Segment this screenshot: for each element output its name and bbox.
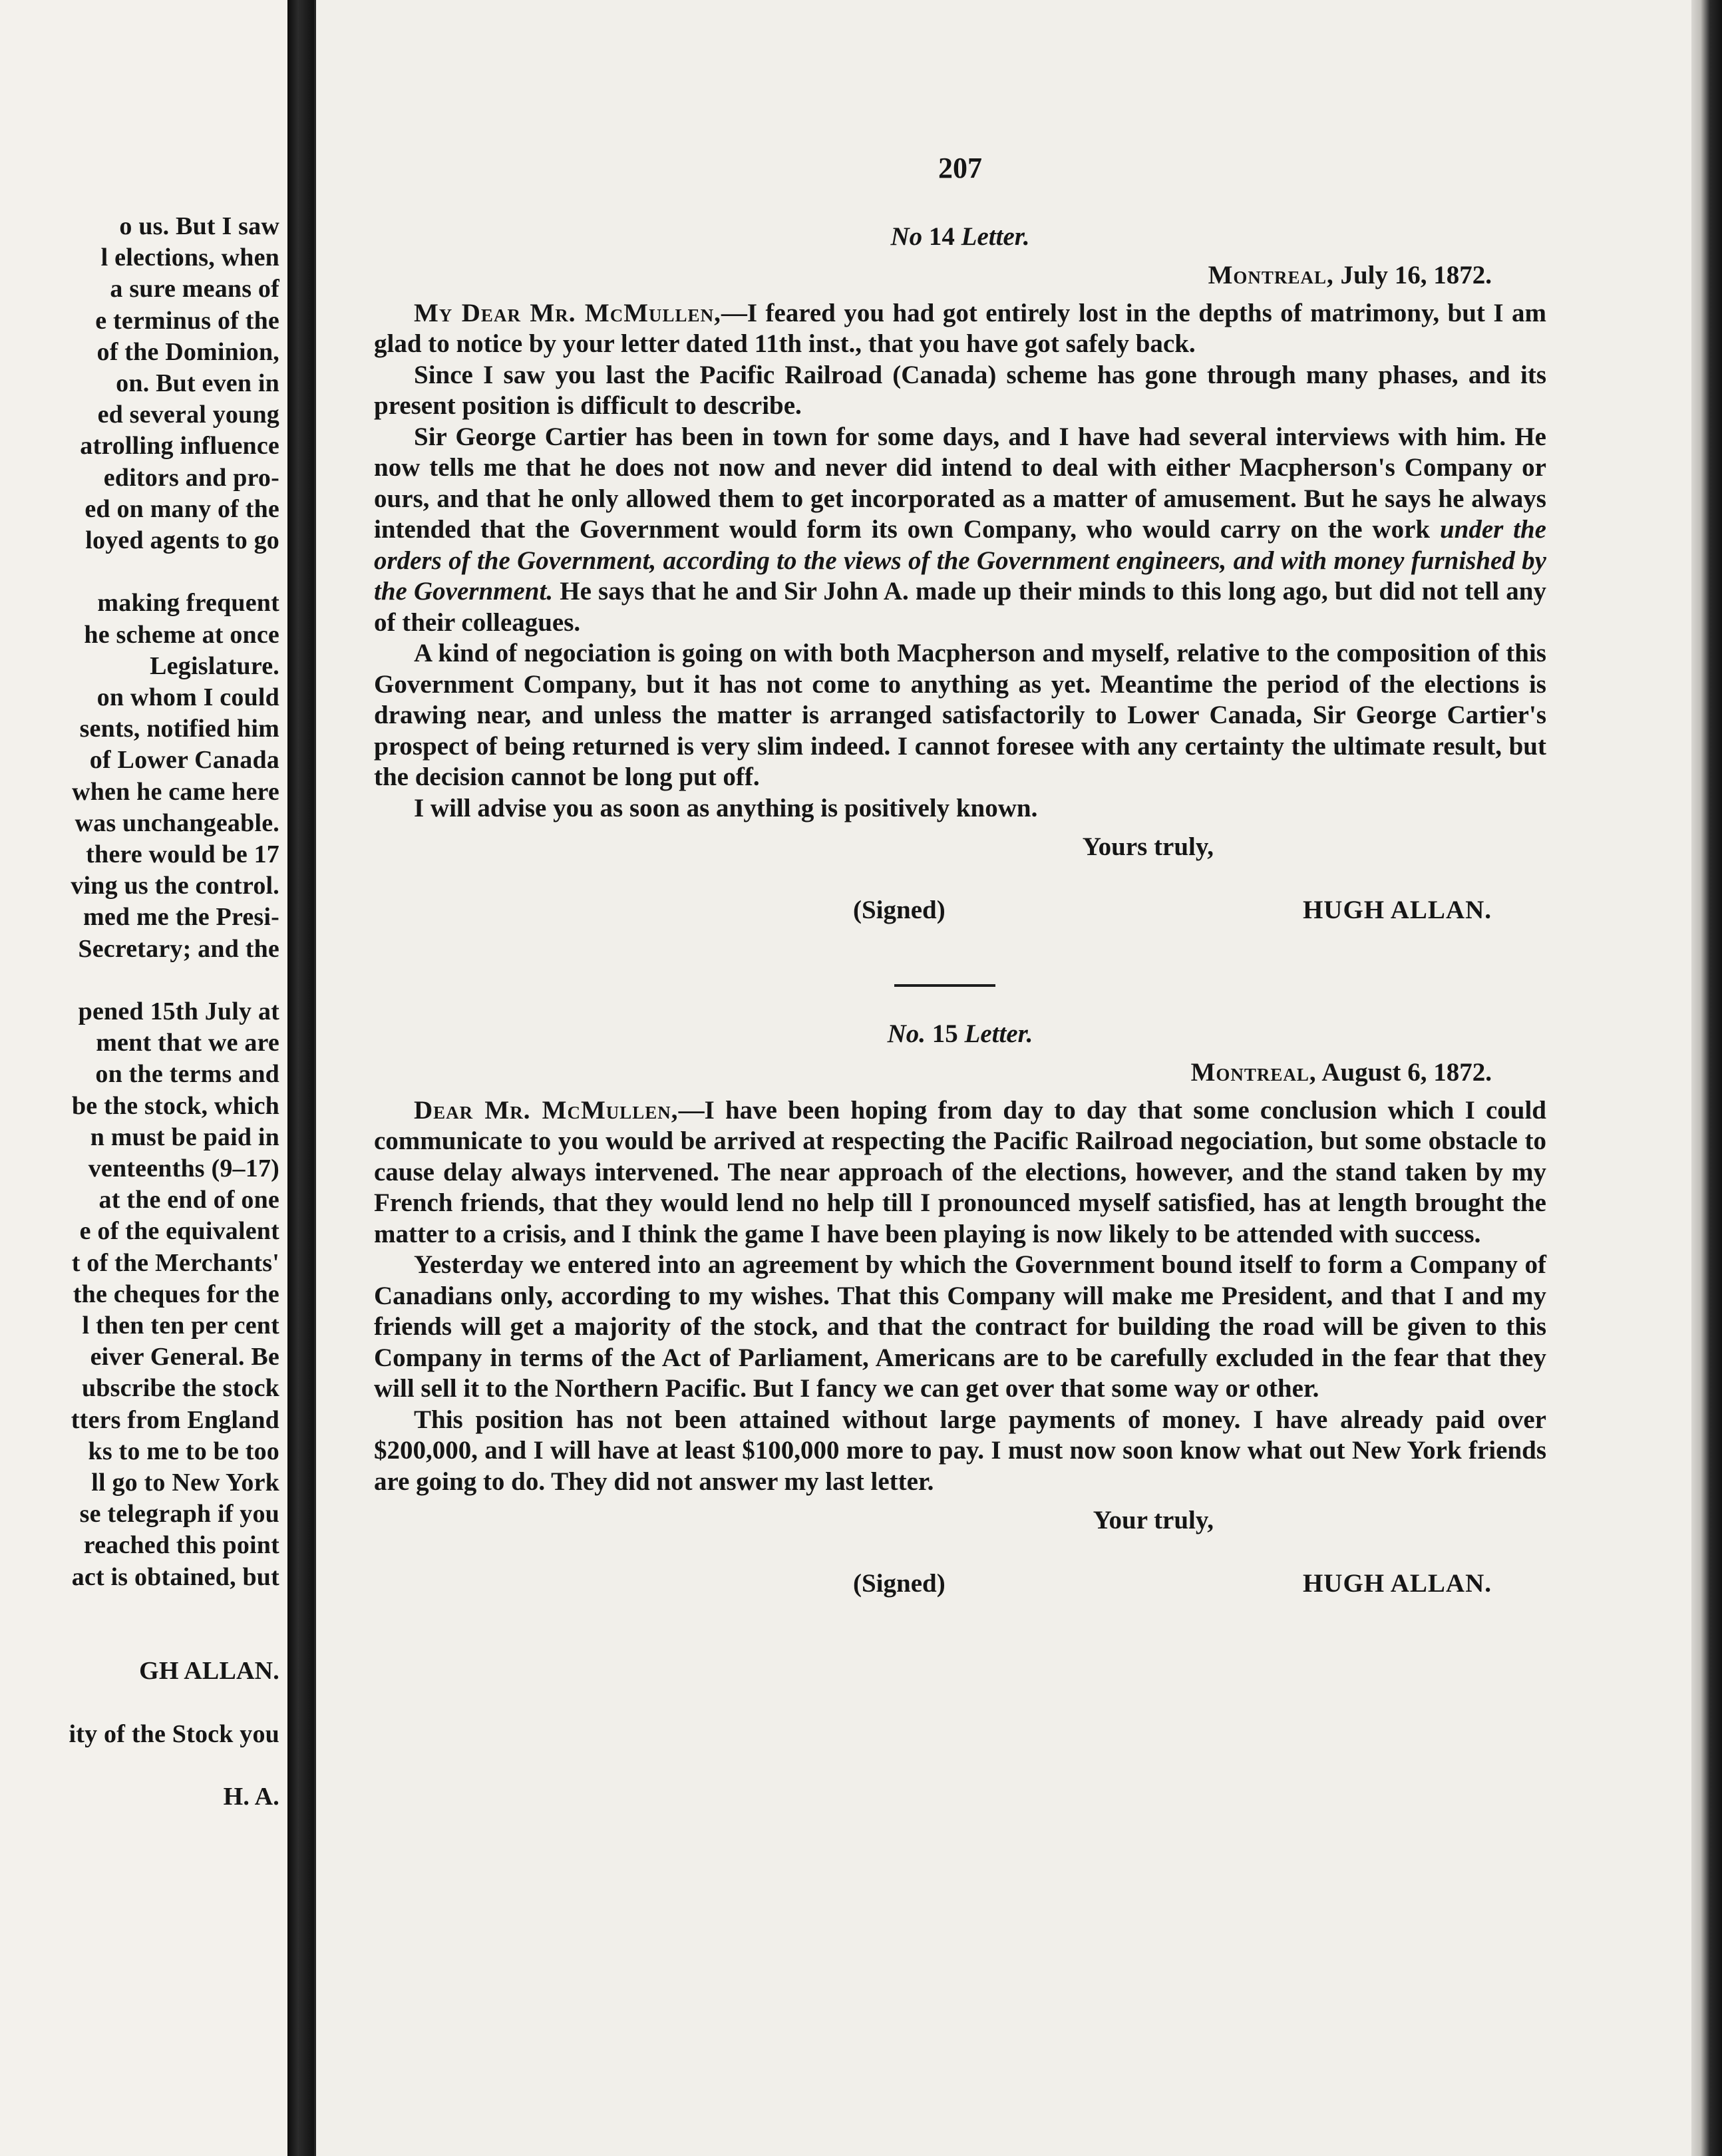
left-page-line: loyed agents to go — [85, 526, 279, 554]
dateline — [374, 260, 1546, 291]
left-page-line: at the end of one — [98, 1186, 279, 1214]
left-page-line: ity of the Stock you — [69, 1719, 279, 1748]
left-page-line: ubscribe the stock — [81, 1374, 279, 1403]
signed-label: (Signed) — [853, 1568, 946, 1598]
left-page-line: ed several young — [97, 401, 279, 429]
signature-row — [374, 1554, 1546, 1615]
left-page-line: on the terms and — [95, 1060, 279, 1089]
left-page-line: be the stock, which — [71, 1091, 279, 1120]
left-page-fragment — [0, 0, 287, 2156]
paragraph-text: Sir George Cartier has been in town for some days, and I have had several interviews with him. He now tells me that he does not now and never did intend to deal with either Macpherson's Company or ours, and that he only allowed them to get incorporated as a matter of amusement. But he says he always intended that the Government would form its own Company, who would carry on the work — [374, 422, 1546, 544]
paragraph-text: —I feared you had got entirely lost in the depths of matrimony, but I am glad to notice by your letter dated 11th inst., that you have got safely back. — [374, 298, 1546, 358]
left-page-line: there would be 17 — [86, 840, 279, 868]
salutation: Dear Mr. McMullen, — [414, 1095, 679, 1125]
letter-14 — [374, 222, 1546, 942]
letter-heading-prefix: No. — [887, 1019, 926, 1048]
left-page-line: sents, notified him — [79, 715, 279, 743]
dateline-date: July 16, 1872. — [1340, 261, 1492, 289]
left-page-line: ving us the control. — [71, 872, 279, 900]
letter-paragraph — [374, 1095, 1546, 1250]
left-page-line: was unchangeable. — [75, 808, 279, 837]
paragraph-text: —I have been hoping from day to day that some conclusion which I could communicate to you would be arrived at respecting the Pacific Railroad negociation, but some obstacle to cause delay always intervened. The near approach of the elections, however, and the stand taken by my French friends, that they would lend no help till I pronounced myself satisfied, has at length brought the matter to a crisis, and I think the game I have been playing is now likely to be attended with success. — [374, 1095, 1546, 1248]
letter-paragraph: A kind of negociation is going on with both Macpherson and myself, relative to the composition of this Government Company, but it has not come to anything as yet. Meantime the period of the elections is drawing near, and unless the matter is arranged satisfactorily to Lower Canada, Sir George Cartier's prospect of being returned is very slim indeed. I cannot foresee with any certainty the ultimate result, but the decision cannot be long put off. — [374, 639, 1546, 791]
letter-paragraph — [374, 298, 1546, 360]
letter-paragraph: Since I saw you last the Pacific Railroad (Canada) scheme has gone through many phases, and its present position is difficult to describe. — [374, 360, 1546, 420]
left-page-line: the cheques for the — [73, 1280, 279, 1308]
left-page-line: of Lower Canada — [89, 746, 279, 775]
signature-name: HUGH ALLAN. — [1302, 1568, 1492, 1598]
left-page-line: of the Dominion, — [96, 337, 279, 366]
letter-paragraph: I will advise you as soon as anything is positively known. — [414, 793, 1038, 822]
left-page-line: GH ALLAN. — [139, 1657, 279, 1686]
letter-paragraph — [374, 422, 1546, 639]
left-page-line: tters from England — [71, 1405, 279, 1434]
left-page-line: when he came here — [72, 777, 279, 806]
left-page-line: atrolling influence — [80, 432, 279, 460]
left-page-line: reached this point — [83, 1531, 279, 1560]
divider-rule — [894, 984, 995, 987]
letter-heading-number: 14 — [928, 222, 955, 251]
left-page-line: ed on many of the — [85, 494, 279, 523]
left-page-line: making frequent — [97, 589, 279, 618]
letter-15 — [374, 1019, 1546, 1615]
letter-paragraph: This position has not been attained without large payments of money. I have already paid over $200,000, and I will have at least $100,000 more to pay. I must now soon know what out New York friends are going to do. They did not answer my last letter. — [374, 1405, 1546, 1496]
signed-label: (Signed) — [853, 895, 946, 924]
book-gutter — [287, 0, 314, 2156]
signature-row — [374, 880, 1546, 942]
letter-heading — [374, 1019, 1546, 1050]
left-page-line: venteenths (9–17) — [88, 1155, 279, 1182]
left-page-line: eiver General. Be — [90, 1343, 279, 1371]
letter-paragraph: Yesterday we entered into an agreement by which the Government bound itself to form a Company of Canadians only, according to my wishes. That this Company will make me President, and that I and my friends will get a majority of the stock, and that the contract for building the road will be given to this Company in terms of the Act of Parliament, Americans are to be carefully excluded in the fear that they will sell it to the Northern Pacific. But I fancy we can get over that some way or other. — [374, 1250, 1546, 1403]
dateline-place: Montreal, — [1208, 261, 1334, 289]
left-page-line: o us. But I saw — [119, 212, 279, 240]
left-page-line: ll go to New York — [91, 1469, 279, 1497]
left-page-line: e of the equivalent — [79, 1217, 279, 1246]
dateline-date: August 6, 1872. — [1321, 1058, 1492, 1087]
left-page-line: act is obtained, but — [71, 1562, 279, 1591]
dateline — [374, 1057, 1546, 1089]
left-page-line: editors and pro- — [103, 463, 279, 492]
salutation: My Dear Mr. McMullen, — [414, 298, 721, 327]
left-page-line: on. But even in — [116, 369, 279, 397]
left-page-line: se telegraph if you — [79, 1500, 279, 1528]
page-right-edge — [1691, 0, 1722, 2156]
left-page-line: l then ten per cent — [82, 1312, 279, 1340]
letter-heading-prefix: No — [890, 222, 923, 251]
left-page-line: he scheme at once — [84, 620, 279, 649]
paragraph-text: He says that he and Sir John A. made up their minds to this long ago, but did not tell any of their colleagues. — [374, 577, 1546, 637]
left-page-line: ks to me to be too — [88, 1437, 279, 1465]
left-page-line: e terminus of the — [95, 306, 279, 335]
letter-heading-suffix: Letter. — [964, 1019, 1033, 1048]
left-page-line: t of the Merchants' — [71, 1248, 279, 1277]
left-page-line: l elections, when — [100, 244, 279, 272]
letter-heading-suffix: Letter. — [961, 222, 1030, 251]
dateline-place: Montreal, — [1190, 1058, 1317, 1087]
page-number: 207 — [938, 152, 982, 184]
left-page-line: Secretary; and the — [78, 934, 279, 963]
left-page-line: a sure means of — [110, 275, 279, 303]
italic-emphasis: under the orders of the Government, according to the views of the Government engineers, and with money furnished by the Government. — [374, 515, 1546, 606]
left-page-line: med me the Presi- — [83, 903, 279, 932]
left-page-line: ment that we are — [96, 1029, 279, 1057]
closing: Your truly, — [1093, 1506, 1214, 1534]
letter-heading — [374, 222, 1546, 253]
left-page-line: on whom I could — [96, 683, 279, 711]
letter-heading-number: 15 — [932, 1019, 958, 1048]
signature-name: HUGH ALLAN. — [1302, 895, 1492, 924]
left-page-line: pened 15th July at — [78, 997, 279, 1025]
left-page-line: n must be paid in — [90, 1123, 279, 1151]
page-content — [374, 153, 1546, 1615]
left-page-line: H. A. — [223, 1783, 279, 1811]
left-page-line: Legislature. — [150, 651, 279, 680]
closing: Yours truly, — [1082, 832, 1214, 861]
